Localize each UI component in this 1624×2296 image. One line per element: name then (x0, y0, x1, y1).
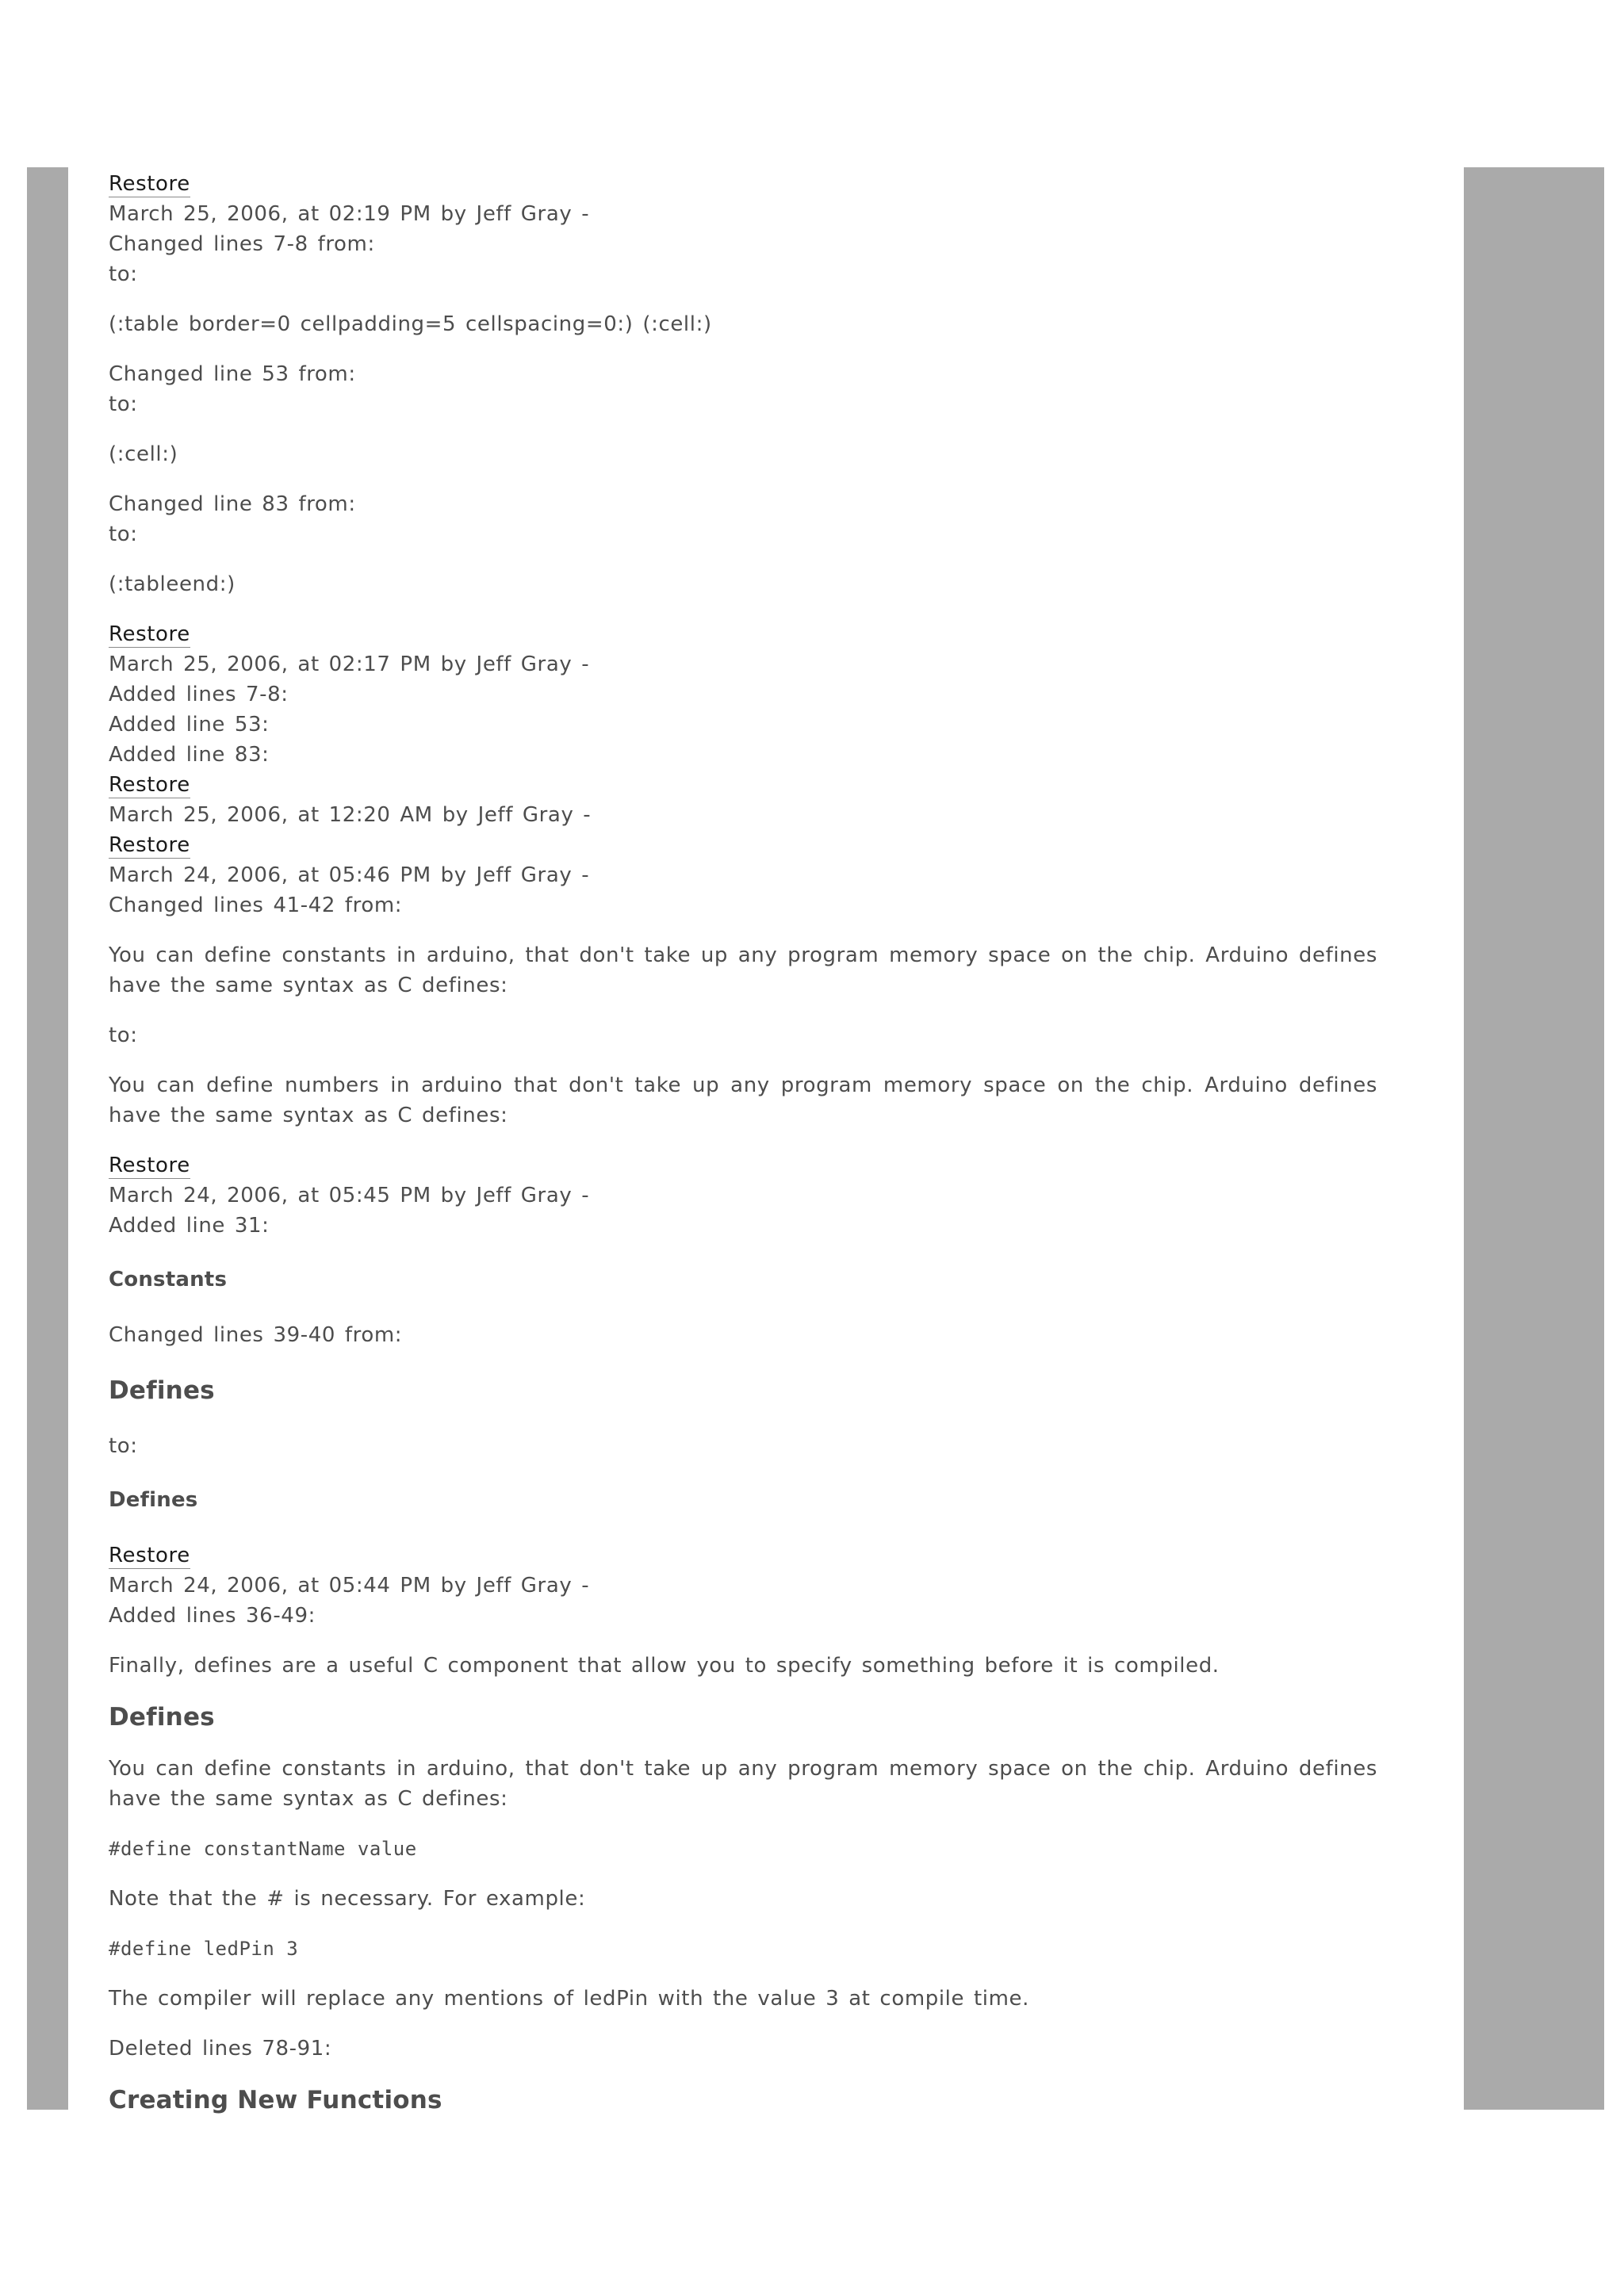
diff-text: You can define numbers in arduino that don't take up any program memory space on the chip. Arduino defines have the same syntax as C defines: (109, 1073, 1377, 1127)
diff-text: Note that the # is necessary. For example: (109, 1887, 586, 1911)
restore-link[interactable]: Restore (109, 1544, 190, 1567)
change-line: Deleted lines 78-91: (109, 2037, 332, 2061)
change-line: Added lines 36-49: (109, 1604, 316, 1628)
section-heading: Creating New Functions (109, 2086, 442, 2114)
section-heading: Defines (109, 1376, 215, 1405)
code-line: #define constantName value (109, 1838, 417, 1860)
revision-meta: March 25, 2006, at 12:20 AM by Jeff Gray - (109, 803, 592, 827)
diff-text: (:tableend:) (109, 572, 236, 596)
left-sidebar (27, 167, 68, 2110)
restore-link[interactable]: Restore (109, 622, 190, 646)
restore-link[interactable]: Restore (109, 1154, 190, 1177)
change-line: Changed lines 39-40 from: (109, 1323, 403, 1347)
diff-text: (:cell:) (109, 442, 178, 466)
change-line: Changed lines 7-8 from: (109, 232, 375, 256)
right-sidebar (1464, 167, 1604, 2110)
diff-text: (:table border=0 cellpadding=5 cellspacing=0:) (:cell:) (109, 312, 712, 336)
diff-text: You can define constants in arduino, that don't take up any program memory space on the chip. Arduino defines have the same syntax as C defines: (109, 943, 1377, 997)
change-line: Changed lines 41-42 from: (109, 894, 403, 917)
change-line: Added line 83: (109, 743, 270, 767)
revision-meta: March 25, 2006, at 02:19 PM by Jeff Gray - (109, 202, 590, 226)
restore-link[interactable]: Restore (109, 833, 190, 857)
section-heading: Defines (109, 1703, 215, 1732)
revision-meta: March 24, 2006, at 05:45 PM by Jeff Gray - (109, 1184, 590, 1207)
diff-text: Finally, defines are a useful C component that allow you to specify something before it is compiled. (109, 1654, 1220, 1678)
revision-meta: March 24, 2006, at 05:46 PM by Jeff Gray - (109, 863, 590, 887)
change-line: Changed line 83 from: (109, 492, 356, 516)
diff-text: You can define constants in arduino, that don't take up any program memory space on the chip. Arduino defines have the same syntax as C defines: (109, 1757, 1377, 1811)
change-line: Added lines 7-8: (109, 683, 289, 706)
revision-meta: March 24, 2006, at 05:44 PM by Jeff Gray - (109, 1574, 590, 1598)
change-line: Changed line 53 from: (109, 362, 356, 386)
change-line: Added line 53: (109, 713, 270, 737)
change-to-line: to: (109, 262, 138, 286)
change-to-line: to: (109, 522, 138, 546)
restore-link[interactable]: Restore (109, 773, 190, 797)
change-line: Added line 31: (109, 1214, 270, 1238)
change-to-line: to: (109, 1024, 138, 1047)
section-heading: Constants (109, 1268, 228, 1292)
diff-text: The compiler will replace any mentions of ledPin with the value 3 at compile time. (109, 1987, 1029, 2011)
restore-link[interactable]: Restore (109, 172, 190, 196)
change-to-line: to: (109, 392, 138, 416)
change-to-line: to: (109, 1434, 138, 1458)
section-heading: Defines (109, 1488, 198, 1512)
revision-meta: March 25, 2006, at 02:17 PM by Jeff Gray - (109, 652, 590, 676)
code-line: #define ledPin 3 (109, 1938, 299, 1960)
page-history-content (109, 169, 1377, 2137)
